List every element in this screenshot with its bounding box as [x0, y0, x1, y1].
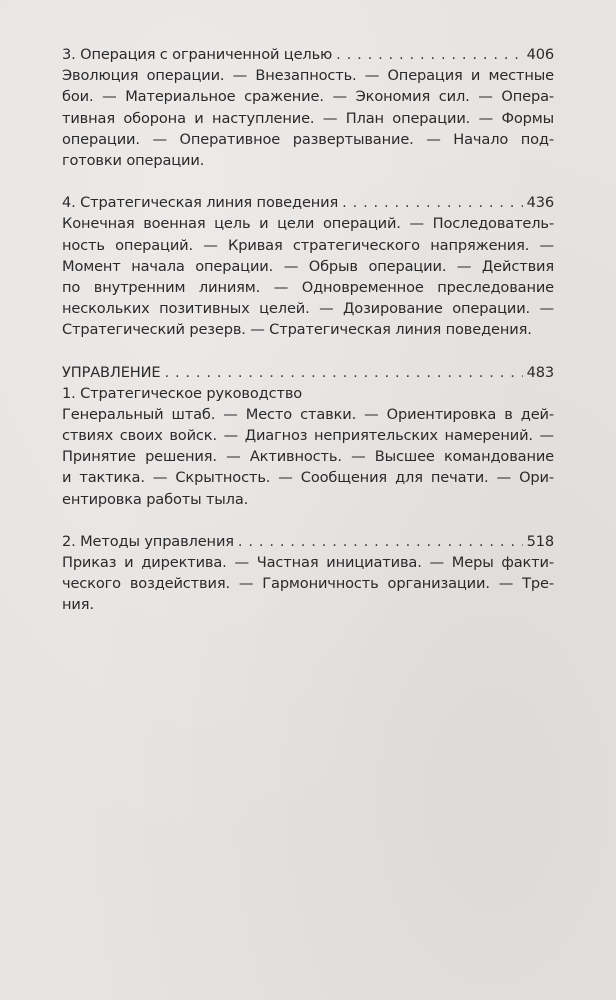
toc-description-line: по внутренним линиям. — Одновременное преследование: [62, 278, 554, 296]
toc-description-line: Приказ и директива. — Частная инициатива. — Меры факти-: [62, 554, 554, 572]
toc-description-line: и тактика. — Скрытность. — Сообщения для печати. — Ори-: [62, 469, 554, 487]
toc-description-line: ческого воздействия. — Гармоничность организации. — Тре-: [62, 575, 554, 593]
toc-description-line: Эволюция операции. — Внезапность. — Операция и местные: [62, 67, 554, 85]
toc-description-line: Принятие решения. — Активность. — Высшее командование: [62, 448, 554, 466]
toc-description-line: операции. — Оперативное развертывание. — Начало под-: [62, 130, 554, 148]
toc-part-title: УПРАВЛЕНИЕ: [62, 363, 161, 381]
toc-entry-title: 4. Стратегическая линия поведения: [62, 194, 339, 212]
toc-leader-dots: [164, 362, 522, 383]
toc-entry-title: 3. Операция с ограниченной целью: [62, 46, 333, 63]
toc-description-line: Стратегический резерв. — Стратегическая линия поведения.: [62, 321, 532, 339]
toc-leader-dots: [342, 192, 522, 213]
toc-description-line: готовки операции.: [62, 151, 205, 169]
toc-page-number: 483: [526, 363, 554, 381]
toc-page-number: 518: [526, 532, 554, 550]
toc-entry: [62, 192, 554, 213]
toc-leader-dots: [238, 531, 523, 552]
toc-description-line: Момент начала операции. — Обрыв операции. — Действия: [62, 257, 554, 275]
toc-entry-title: 2. Методы управления: [62, 532, 234, 550]
toc-description-line: Конечная военная цель и цели операций. — Последователь-: [62, 215, 554, 233]
toc-description-line: ствиях своих войск. — Диагноз неприятельских намерений. —: [62, 427, 554, 445]
toc-description-line: ния.: [62, 596, 94, 614]
toc-section: [62, 44, 554, 171]
toc-entry: [62, 531, 554, 552]
toc-description-line: бои. — Материальное сражение. — Экономия сил. — Опера-: [62, 88, 554, 106]
toc-subtitle: 1. Стратегическое руководство: [62, 384, 303, 402]
toc-leader-dots: [336, 44, 522, 65]
toc-description-line: тивная оборона и наступление. — План операции. — Формы: [62, 109, 554, 127]
toc-entry: [62, 362, 554, 383]
toc-section: [62, 531, 554, 616]
toc-entry: [62, 44, 554, 65]
toc-page-number: 436: [526, 194, 554, 212]
toc-description-line: Генеральный штаб. — Место ставки. — Ориентировка в дей-: [62, 405, 554, 423]
table-of-contents: [62, 44, 554, 637]
toc-section: [62, 362, 554, 510]
toc-description-line: нескольких позитивных целей. — Дозирование операции. —: [62, 300, 554, 318]
toc-description-line: ентировка работы тыла.: [62, 490, 249, 508]
toc-section: [62, 192, 554, 340]
toc-description-line: ность операций. — Кривая стратегического напряжения. —: [62, 236, 554, 254]
toc-page-number: 406: [526, 46, 554, 63]
